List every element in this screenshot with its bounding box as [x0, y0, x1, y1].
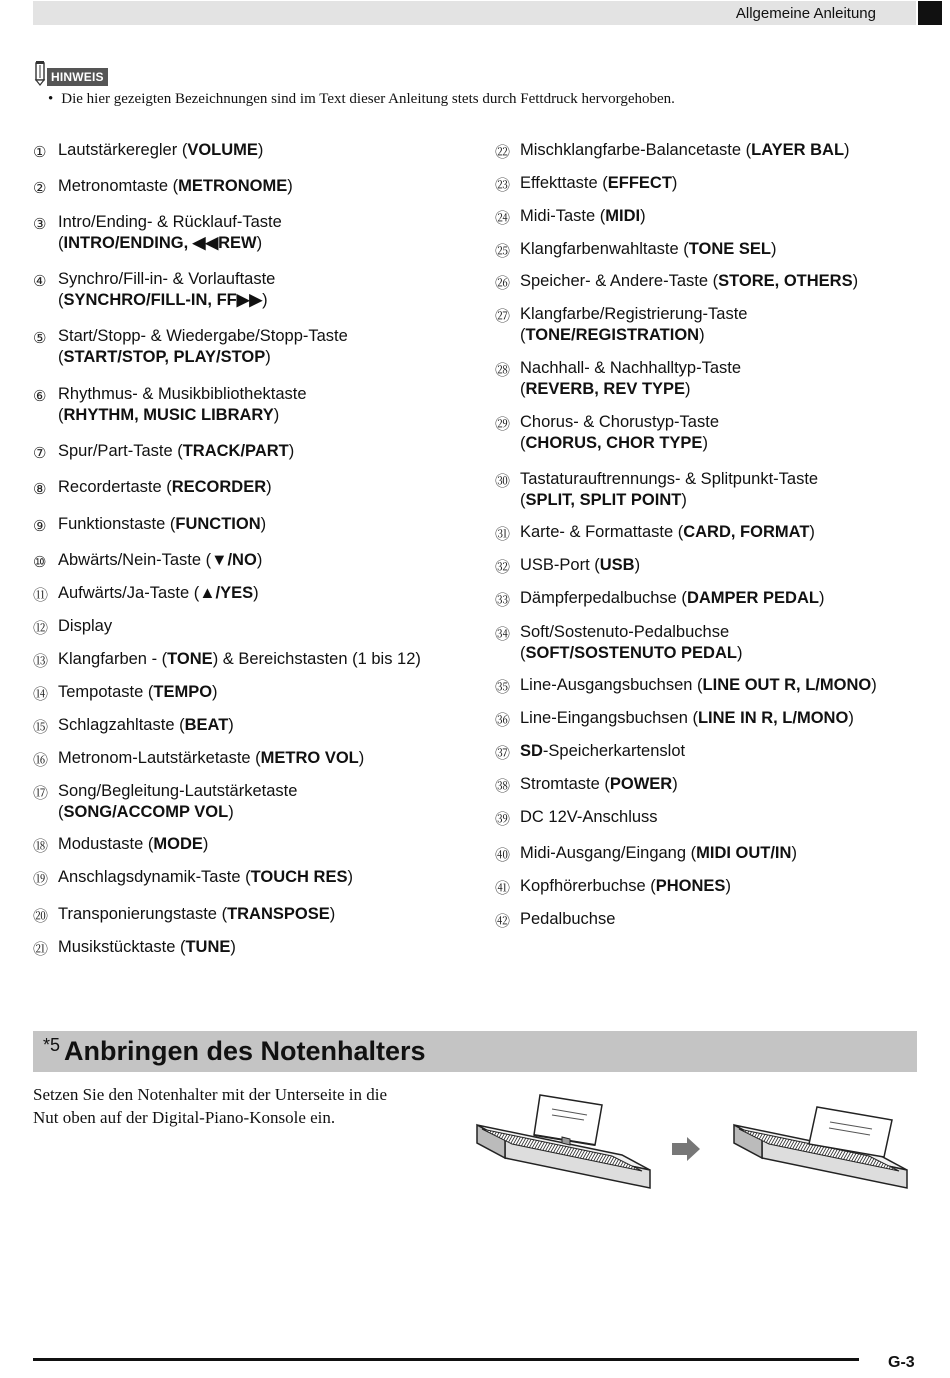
control-name: ▲/YES [199, 584, 254, 602]
control-name: TUNE [185, 938, 231, 956]
item-number: ⑬ [33, 653, 49, 670]
item-label [520, 622, 742, 664]
item-label [520, 469, 818, 511]
item-number: ⑯ [33, 752, 49, 769]
item-text: ) [260, 515, 267, 533]
item-text: ) & Bereichstasten (1 bis 12) [212, 650, 421, 668]
item-number: ㊵ [495, 847, 511, 864]
item-text: ) [634, 556, 641, 574]
item-label [520, 522, 815, 543]
item-text: Nachhall- & Nachhalltyp-Taste [520, 359, 742, 377]
control-name: LINE OUT R, L/MONO [702, 676, 872, 694]
item-text: Klangfarben - ( [58, 650, 168, 668]
item-text: Synchro/Fill-in- & Vorlauftaste [58, 270, 276, 288]
item-text: ) [871, 676, 877, 694]
item-text: ) [273, 406, 280, 424]
item-text: USB-Port ( [520, 556, 600, 574]
control-name: PHONES [655, 877, 726, 895]
item-label [520, 588, 824, 609]
item-number: ㉛ [495, 526, 511, 543]
item-text: Soft/Sostenuto-Pedalbuchse [520, 623, 730, 641]
piano-after-icon [734, 1107, 907, 1188]
control-name: MIDI [605, 207, 641, 225]
item-label [520, 741, 685, 762]
item-text: ( [58, 406, 64, 424]
item-text: Mischklangfarbe-Balancetaste ( [520, 141, 752, 159]
control-name: CARD, FORMAT [683, 523, 810, 541]
item-label-line [58, 937, 236, 958]
item-label-line [58, 867, 353, 888]
item-number: ② [33, 180, 47, 197]
item-label [58, 441, 294, 462]
item-text: Schlagzahltaste ( [58, 716, 185, 734]
item-label-line [520, 675, 877, 696]
item-label-line [520, 708, 854, 729]
item-label [520, 173, 677, 194]
item-label-line [58, 514, 266, 535]
control-name: SYNCHRO/FILL-IN, FF▶▶ [63, 291, 263, 309]
item-number: ⑧ [33, 481, 47, 498]
control-name: STORE, OTHERS [718, 272, 853, 290]
item-text: ) [671, 174, 678, 192]
item-text: ) [736, 644, 743, 662]
item-text: ) [287, 177, 293, 195]
header-bar [33, 1, 916, 25]
control-name: RECORDER [171, 478, 267, 496]
item-number: ㊶ [495, 880, 511, 897]
item-text: Rhythmus- & Musikbibliothektaste [58, 385, 307, 403]
item-text: ) [202, 835, 209, 853]
item-text: Karte- & Formattaste ( [520, 523, 684, 541]
item-number: ⑳ [33, 908, 49, 925]
item-label-line [520, 433, 719, 454]
section-title [43, 1036, 426, 1067]
item-text: DC 12V-Anschluss [520, 808, 658, 826]
item-number: ⑪ [33, 587, 49, 604]
item-label-line [58, 834, 208, 855]
item-text: ) [228, 716, 234, 734]
item-label-line [58, 616, 112, 637]
item-label [58, 212, 282, 254]
item-label [520, 708, 854, 729]
item-text: ( [520, 491, 526, 509]
item-text: ) [329, 905, 336, 923]
item-number: ⑲ [33, 871, 49, 888]
control-name: TONE SEL [688, 240, 771, 258]
control-name: MODE [153, 835, 203, 853]
control-name: EFFECT [607, 174, 672, 192]
item-text: Transponierungstaste ( [58, 905, 228, 923]
item-text: ( [58, 803, 64, 821]
item-label [520, 358, 741, 400]
item-number: ㉒ [495, 144, 511, 161]
item-number: ㉔ [495, 210, 511, 227]
item-number: ⑭ [33, 686, 49, 703]
control-name: SONG/ACCOMP VOL [63, 803, 229, 821]
control-name: BEAT [184, 716, 229, 734]
item-text: Spur/Part-Taste ( [58, 442, 183, 460]
control-name: TRANSPOSE [227, 905, 330, 923]
item-label-line [58, 405, 307, 426]
item-label [520, 304, 747, 346]
item-number: ㉜ [495, 559, 511, 576]
item-number: ㉗ [495, 308, 511, 325]
control-name: FUNCTION [175, 515, 261, 533]
item-text: Abwärts/Nein-Taste ( [58, 551, 212, 569]
item-number: ⑦ [33, 445, 47, 462]
item-label [58, 715, 234, 736]
hinweis-note [48, 91, 675, 108]
header-title: Allgemeine Anleitung [735, 5, 876, 22]
item-label-line [58, 682, 218, 703]
item-text: ) [725, 877, 731, 895]
item-text: Tastaturauftrennungs- & Splitpunkt-Taste [520, 470, 819, 488]
item-text: Funktionstaste ( [58, 515, 176, 533]
arrow-right-icon [672, 1137, 700, 1161]
item-label-line [520, 555, 640, 576]
item-number: ㉟ [495, 679, 511, 696]
item-text: ) [672, 775, 678, 793]
item-text: Speicher- & Andere-Taste ( [520, 272, 719, 290]
control-name: TONE [167, 650, 213, 668]
section-body: Setzen Sie den Notenhalter mit der Unterseite in die Nut oben auf der Digital-Piano-Konsole ein. [33, 1085, 388, 1127]
item-label [58, 748, 364, 769]
item-text: ) [702, 434, 708, 452]
item-number: ㊳ [495, 778, 511, 795]
control-name: METRONOME [178, 177, 288, 195]
item-text: ) [265, 348, 271, 366]
control-name: ▼/NO [211, 551, 257, 569]
item-number: ㊱ [495, 712, 511, 729]
item-text: ) [699, 326, 705, 344]
item-label [520, 675, 877, 696]
item-label-line [58, 140, 263, 161]
item-label [520, 239, 777, 260]
item-number: ㉖ [495, 275, 511, 292]
item-text: Song/Begleitung-Lautstärketaste [58, 782, 298, 800]
item-number: ⑮ [33, 719, 49, 736]
item-label-line [58, 904, 335, 925]
item-label [58, 583, 259, 604]
item-label [58, 477, 272, 498]
piano-before-icon [477, 1095, 650, 1188]
control-name: RHYTHM, MUSIC LIBRARY [63, 406, 274, 424]
item-label-line [520, 325, 747, 346]
item-text: Chorus- & Chorustyp-Taste [520, 413, 719, 431]
item-label [58, 937, 236, 958]
item-label-line [520, 206, 646, 227]
item-text: Line-Ausgangsbuchsen ( [520, 676, 703, 694]
item-text: ) [230, 938, 236, 956]
item-label-line [58, 384, 307, 405]
control-name: TOUCH RES [250, 868, 348, 886]
item-text: ) [256, 551, 263, 569]
control-name: START/STOP, PLAY/STOP [63, 348, 266, 366]
item-label-line [58, 326, 348, 347]
item-text: ) [844, 141, 850, 159]
item-text: Klangfarbenwahltaste ( [520, 240, 689, 258]
item-text: ) [212, 683, 218, 701]
item-text: ) [818, 589, 825, 607]
item-label-line [58, 441, 294, 462]
item-number: ㉑ [33, 941, 49, 958]
item-label [520, 271, 858, 292]
item-text: Anschlagsdynamik-Taste ( [58, 868, 251, 886]
item-text: Line-Eingangsbuchsen ( [520, 709, 698, 727]
item-label [58, 269, 275, 311]
item-label [58, 904, 335, 925]
item-number: ㊲ [495, 745, 511, 762]
item-label [58, 682, 218, 703]
item-text: ) [771, 240, 777, 258]
item-label-line [520, 774, 678, 795]
item-label-line [58, 550, 262, 571]
item-text: ) [809, 523, 815, 541]
item-label [520, 807, 658, 828]
item-label-line [520, 490, 818, 511]
item-text: Midi-Ausgang/Eingang ( [520, 844, 697, 862]
control-name: LINE IN R, L/MONO [697, 709, 849, 727]
item-label [58, 384, 307, 426]
item-text: ) [257, 141, 264, 159]
item-text: ( [520, 380, 526, 398]
item-text: ) [640, 207, 646, 225]
control-name: MIDI OUT/IN [696, 844, 792, 862]
item-label [58, 781, 297, 823]
item-label [58, 514, 266, 535]
page-number: G-3 [888, 1354, 915, 1371]
item-label [520, 412, 719, 454]
item-text: Pedalbuchse [520, 910, 616, 928]
item-text: ) [288, 442, 295, 460]
item-label-line [520, 469, 818, 490]
item-text: ( [58, 348, 64, 366]
item-label-line [58, 290, 275, 311]
item-label [58, 550, 262, 571]
item-label-line [58, 583, 259, 604]
item-number: ⑤ [33, 330, 47, 347]
item-number: ㉚ [495, 473, 511, 490]
control-name: REVERB, REV TYPE [525, 380, 686, 398]
item-label [520, 555, 640, 576]
item-text: Metronom-Lautstärketaste ( [58, 749, 261, 767]
item-text: ( [520, 326, 526, 344]
item-label [58, 326, 348, 368]
item-label-line [58, 269, 275, 290]
item-label-line [58, 715, 234, 736]
item-text: ) [848, 709, 854, 727]
footer-rule [33, 1358, 859, 1361]
item-label-line [520, 412, 719, 433]
item-text: Modustaste ( [58, 835, 154, 853]
item-text: ( [58, 234, 64, 252]
item-text: ) [262, 291, 268, 309]
item-label [520, 876, 731, 897]
item-number: ㊴ [495, 811, 511, 828]
item-label [58, 176, 293, 197]
item-number: ㊷ [495, 913, 511, 930]
item-label-line [520, 909, 615, 930]
note-text: Die hier gezeigten Bezeichnungen sind im Text dieser Anleitung stets durch Fettdruck hervorgehoben. [61, 91, 675, 107]
item-label [520, 206, 646, 227]
item-number: ③ [33, 216, 47, 233]
hinweis-label: HINWEIS [47, 68, 108, 86]
item-label-line [58, 748, 364, 769]
item-text: Lautstärkeregler ( [58, 141, 188, 159]
item-text: Display [58, 617, 113, 635]
header-tab-marker [918, 1, 942, 25]
control-name: TEMPO [153, 683, 213, 701]
item-label-line [520, 239, 777, 260]
section-header [33, 1031, 917, 1072]
item-label-line [58, 212, 282, 233]
item-text: Recordertaste ( [58, 478, 172, 496]
item-label-line [520, 379, 741, 400]
control-name: VOLUME [187, 141, 258, 159]
item-label [520, 140, 850, 161]
note-bullet: • [48, 91, 54, 107]
item-number: ㉙ [495, 416, 511, 433]
item-label-line [520, 522, 815, 543]
item-label-line [58, 477, 272, 498]
item-text: Musikstücktaste ( [58, 938, 186, 956]
item-text: Metronomtaste ( [58, 177, 179, 195]
item-text: Aufwärts/Ja-Taste ( [58, 584, 200, 602]
item-number: ㉞ [495, 626, 511, 643]
item-number: ⑫ [33, 620, 49, 637]
control-name: SOFT/SOSTENUTO PEDAL [525, 644, 737, 662]
item-text: Midi-Taste ( [520, 207, 606, 225]
control-name: USB [599, 556, 635, 574]
item-label-line [520, 876, 731, 897]
control-name: TRACK/PART [182, 442, 289, 460]
item-label [520, 843, 797, 864]
item-label-line [58, 802, 297, 823]
item-number: ㉓ [495, 177, 511, 194]
control-name: SD [520, 742, 543, 760]
item-text: Intro/Ending- & Rücklauf-Taste [58, 213, 282, 231]
item-number: ④ [33, 273, 47, 290]
item-label-line [520, 271, 858, 292]
control-name: METRO VOL [260, 749, 359, 767]
item-label-line [520, 588, 824, 609]
control-name: LAYER BAL [751, 141, 845, 159]
item-label-line [58, 233, 282, 254]
item-label [58, 834, 208, 855]
control-name: CHORUS, CHOR TYPE [525, 434, 703, 452]
item-label [58, 649, 421, 670]
item-number: ⑰ [33, 785, 49, 802]
item-text: ) [685, 380, 691, 398]
item-number: ⑩ [33, 554, 47, 571]
control-name: POWER [609, 775, 673, 793]
section-title-text: Anbringen des Notenhalters [64, 1036, 426, 1066]
item-label-line [520, 173, 677, 194]
item-text: ) [228, 803, 234, 821]
section-marker: *5 [43, 1035, 61, 1055]
item-text: Tempotaste ( [58, 683, 154, 701]
item-label-line [520, 304, 747, 325]
item-text: ) [256, 234, 263, 252]
item-text: -Speicherkartenslot [542, 742, 686, 760]
item-text: ( [58, 291, 64, 309]
item-text: ( [520, 434, 526, 452]
item-label-line [58, 649, 421, 670]
item-text: ) [266, 478, 272, 496]
control-name: INTRO/ENDING, ◀◀REW [63, 234, 257, 252]
item-label-line [520, 843, 797, 864]
item-number: ㉘ [495, 362, 511, 379]
item-label-line [520, 140, 850, 161]
item-label [58, 616, 112, 637]
item-text: Kopfhörerbuchse ( [520, 877, 656, 895]
item-text: ) [358, 749, 365, 767]
item-text: ) [791, 844, 797, 862]
item-number: ⑥ [33, 388, 47, 405]
item-label-line [58, 347, 348, 368]
item-text: ) [347, 868, 353, 886]
item-text: ) [852, 272, 859, 290]
item-text: Effekttaste ( [520, 174, 608, 192]
item-label [58, 140, 263, 161]
item-label [520, 774, 678, 795]
control-name: SPLIT, SPLIT POINT [525, 491, 682, 509]
item-label-line [520, 643, 742, 664]
control-name: TONE/REGISTRATION [525, 326, 700, 344]
item-label-line [58, 781, 297, 802]
music-stand-illustration [472, 1085, 917, 1225]
item-label-line [520, 622, 742, 643]
item-label-line [520, 741, 685, 762]
item-text: Dämpferpedalbuchse ( [520, 589, 687, 607]
item-number: ㉝ [495, 592, 511, 609]
pencil-note-icon [33, 60, 47, 86]
item-text: ) [681, 491, 687, 509]
item-label-line [520, 358, 741, 379]
item-text: ) [253, 584, 259, 602]
item-label-line [520, 807, 658, 828]
item-number: ㉕ [495, 243, 511, 260]
item-text: Klangfarbe/Registrierung-Taste [520, 305, 748, 323]
item-label [58, 867, 353, 888]
item-text: ( [520, 644, 526, 662]
item-label-line [58, 176, 293, 197]
item-text: Stromtaste ( [520, 775, 610, 793]
item-label [520, 909, 615, 930]
item-number: ① [33, 144, 47, 161]
item-number: ⑨ [33, 518, 47, 535]
item-number: ⑱ [33, 838, 49, 855]
control-name: DAMPER PEDAL [686, 589, 819, 607]
item-text: Start/Stopp- & Wiedergabe/Stopp-Taste [58, 327, 348, 345]
